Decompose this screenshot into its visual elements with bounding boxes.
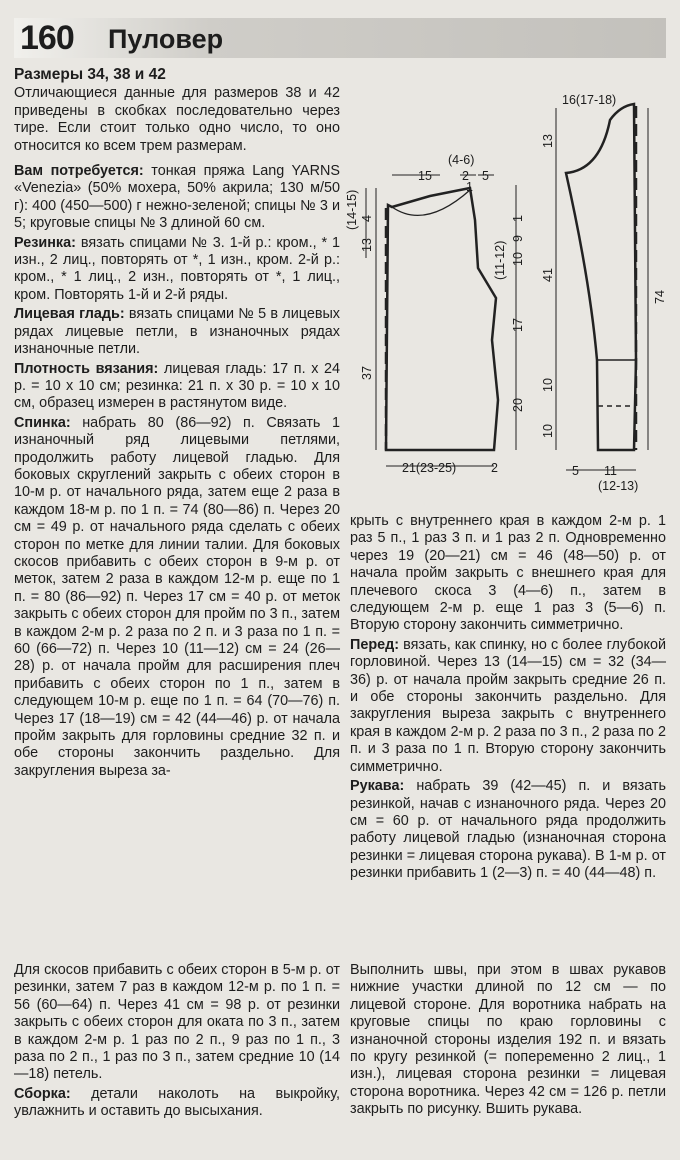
pattern-title: Пуловер	[108, 24, 224, 54]
dim-body-bottom: 21(23-25)	[402, 461, 457, 475]
dim-mid-1: 1	[511, 215, 525, 222]
sleeve-schematic	[541, 93, 667, 493]
sizes-text: Отличающиеся данные для размеров 38 и 42 приведены в скобках последовательно через тире. Если стоит только одно число, то оно относится ко всем трем размерам.	[14, 85, 340, 154]
dim-sleeve-bottom-11: 11	[604, 464, 617, 478]
finishing-text: Выполнить швы, при этом в швах рукавов нижние участки длиной по 12 см — по лицевой стороне. Для воротника набрать на круговые спицы по краю горловины с изнаночной стороны изделия 192 п. и вязать по кругу резинкой (= попеременно 2 лиц., 1 изн.), лицевая сторона резинки = лицевая сторона воротника. Через 42 см = 126 р. петли закрыть по рисунку. Вшить рукава.	[350, 962, 666, 1118]
front-label: Перед:	[350, 636, 400, 653]
dim-neck-range: (4-6)	[448, 153, 475, 167]
dim-sleeve-41: 41	[541, 268, 555, 282]
sleeve-shaping-text: Для скосов прибавить с обеих сторон в 5-м р. от резинки, затем 7 раз в каждом 12-м р. по 1 п. = 56 (60—64) п. Через 41 см = 98 р. от резинки закрыть с обеих сторон для оката по 3 п., затем в каждом 2-м р. 1 раз по 2 п., 9 раз по 1 п., 3 раза по 2 п., 1 раз по 3 п., затем средние 10 (14—18) петель.	[14, 962, 340, 1083]
dim-body-bottom-2: 2	[491, 461, 498, 475]
dim-sleeve-13: 13	[541, 134, 555, 148]
back-text-continued: крыть с внутреннего края в каждом 2-м р. 1 раз 5 п., 1 раз 3 п. и 1 раз 2 п. Одновременно через 19 (20—21) см = 46 (48—50) р. от начала пройм закрыть с внешнего края для плечевого скоса 3 (4—6) п., затем в следующем 2-м р. еще 1 раз 3 (5—6) п. Вторую сторону закончить симметрично.	[350, 513, 666, 634]
dim-sleeve-10a: 10	[541, 378, 555, 392]
materials-label: Вам потребуется:	[14, 163, 144, 180]
assembly-label: Сборка:	[14, 1085, 71, 1102]
sleeve-outline	[566, 104, 636, 450]
dim-neck-2: 2	[462, 169, 469, 183]
dim-mid-10: 10	[511, 252, 525, 266]
dim-shoulder-1: 1	[466, 180, 473, 194]
dim-left-range: (14-15)	[345, 189, 359, 230]
rib-label: Резинка:	[14, 234, 76, 251]
dim-left-4: 4	[360, 215, 374, 222]
dim-sleeve-10b: 10	[541, 424, 555, 438]
dim-mid-17: 17	[511, 318, 525, 332]
dim-mid-20: 20	[511, 398, 525, 412]
materials-text: тонкая пряжа Lang YARNS «Venezia» (50% мохера, 50% акрила; 130 м/50 г): 400 (450—500) г нежно-зеленой; спицы № 3 и 5; круговые спицы № 3 длиной 60 см.	[14, 163, 340, 232]
dim-sleeve-74: 74	[653, 290, 667, 304]
dim-sleeve-bottom-5: 5	[572, 464, 579, 478]
sleeves-text: набрать 39 (42—45) п. и вязать резинкой, начав с изнаночного ряда. Через 20 см = 60 р. от начального ряда продолжить работу лицевой гладью (изнаночная сторона резинки = лицевая сторона рукава). В 1-м р. от резинки прибавить 1 (2—3) п. = 40 (44—48) п.	[350, 778, 667, 882]
dim-left-13: 13	[360, 238, 374, 252]
front-text: вязать, как спинку, но с более глубокой горловиной. Через 13 (14—15) см = 32 (34—36) р. от начала пройм закрыть средние 26 п. и обе стороны закончить раздельно. Для закругления выреза закрыть с внутреннего края в каждом 2-м р. 2 раза по 3 п., 2 раза по 2 п. и 3 раза по 1 п. Вторую сторону закончить симметрично.	[350, 636, 666, 775]
back-label: Спинка:	[14, 414, 71, 431]
dim-mid-9: 9	[511, 235, 525, 242]
assembly-text: детали наколоть на выкройку, увлажнить и оставить до высыхания.	[14, 1085, 340, 1120]
gauge-label: Плотность вязания:	[14, 360, 159, 377]
stockinette-text: вязать спицами № 5 в лицевых рядах лицевые петли, в изнаночных рядах изнаночные петли.	[14, 306, 341, 358]
sizes-title: Размеры 34, 38 и 42	[14, 66, 166, 83]
dim-neck-5: 5	[482, 169, 489, 183]
dim-right-range: (11-12)	[493, 240, 507, 280]
dim-body-top: 15	[418, 169, 432, 183]
rib-text: вязать спицами № 3. 1-й р.: кром., * 1 изн., 2 лиц., повторять от *, 1 изн., кром. 2-й р.: кром., * 1 лиц., 2 изн., повторять от *, 1 лиц., кром. Повторять 1-й и 2-й ряды.	[14, 234, 340, 303]
body-schematic	[345, 153, 525, 475]
body-outline	[386, 188, 498, 450]
dim-sleeve-bottom-range: (12-13)	[598, 479, 639, 493]
pattern-number: 160	[20, 19, 74, 57]
dim-left-37: 37	[360, 366, 374, 380]
stockinette-label: Лицевая гладь:	[14, 306, 125, 323]
back-text: набрать 80 (86—92) п. Связать 1 изнаночный ряд лицевыми петлями, продолжить работу лицевой гладью. Для боковых скруглений закрыть с обеих сторон в 10-м р. от начального ряда, затем еще 2 раза в каждом 18-м р. по 1 п. = 74 (80—86) п. Через 20 см = 49 р. от начального ряда сделать с обеих сторон по метке для линии талии. Для боковых скосов прибавить с обеих сторон в 9-м р. от меток, затем 2 раза в каждом 12-м р. еще по 1 п. = 80 (86—92) п. Через 17 см = 40 р. от меток закрыть с обеих сторон для пройм по 3 п., затем в каждом 2-м р. 2 раза по 2 п. и 3 раза по 1 п. = 60 (66—72) п. Через 10 (11—12) см = 24 (26—28) р. от начала пройм для расширения плеч прибавить с обеих сторон по 1 п., затем в следующем 10-м р. еще по 1 п. = 64 (70—76) п. Через 17 (18—19) см = 42 (44—46) р. от начала пройм закрыть для горловины средние 32 п. и обе стороны закончить раздельно. Для закругления выреза за-	[14, 414, 341, 779]
dim-sleeve-top: 16(17-18)	[562, 93, 617, 107]
gauge-text: лицевая гладь: 17 п. x 24 р. = 10 x 10 см; резинка: 21 п. x 30 р. = 10 x 10 см, образец измерен в растянутом виде.	[14, 360, 340, 412]
sleeves-label: Рукава:	[350, 778, 405, 795]
